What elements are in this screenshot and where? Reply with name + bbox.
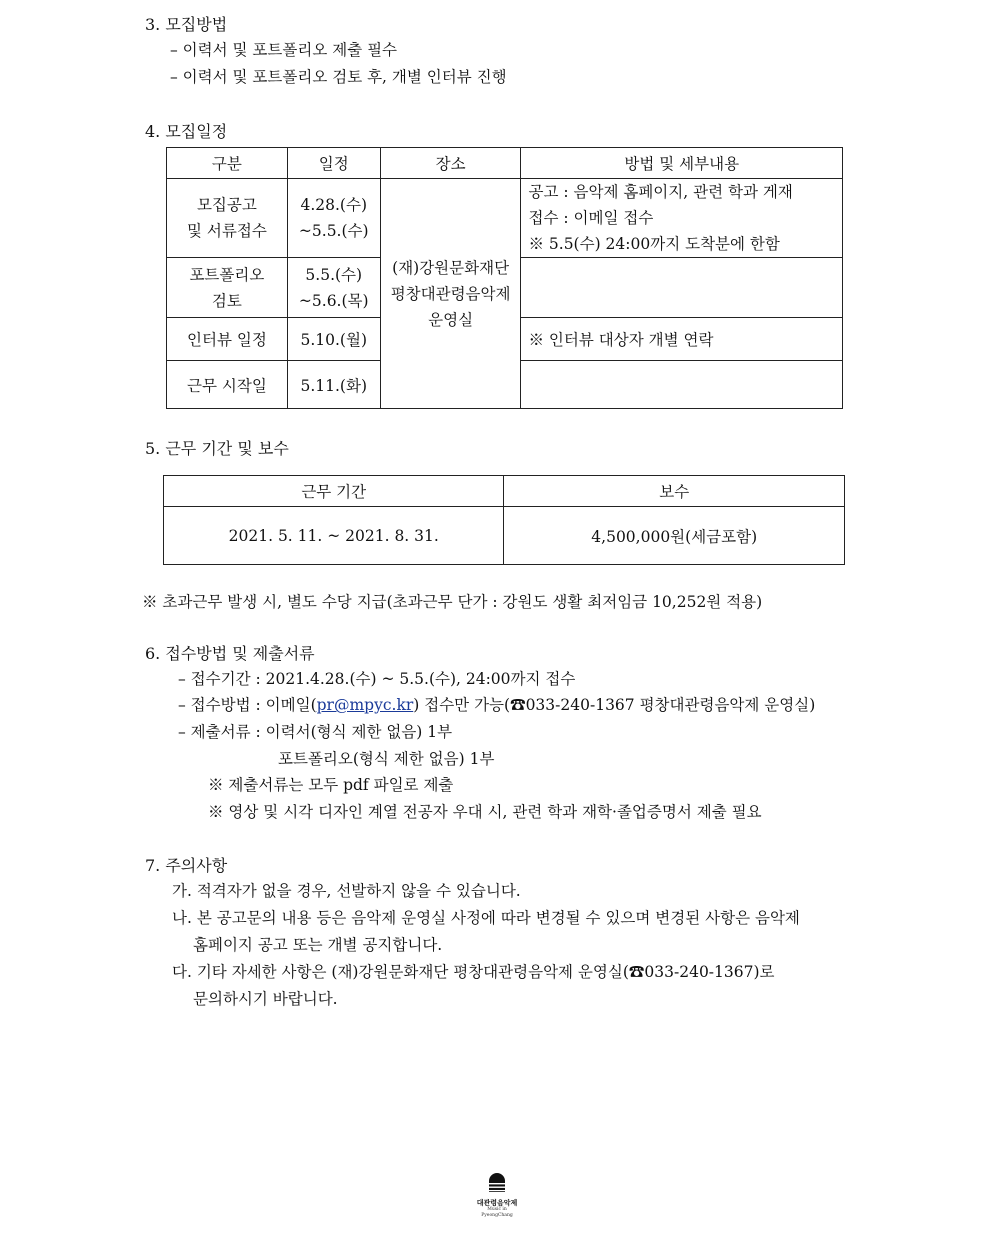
row4-category: 근무 시작일 <box>167 361 288 409</box>
caution-a: 가. 적격자가 없을 경우, 선발하지 않을 수 있습니다. <box>172 882 521 900</box>
pay-amount: 4,500,000원(세금포함) <box>504 507 845 565</box>
table-row <box>164 507 845 565</box>
festival-logo <box>475 1170 519 1219</box>
submit-docs-portfolio: 포트폴리오(형식 제한 없음) 1부 <box>278 750 495 768</box>
row2-category: 포트폴리오 검토 <box>167 258 288 318</box>
row3-category: 인터뷰 일정 <box>167 318 288 361</box>
logo-korean: 대관령음악제 <box>476 1198 518 1207</box>
table-row <box>167 179 843 258</box>
apply-period: – 접수기간 : 2021.4.28.(수) ~ 5.5.(수), 24:00까지 접수 <box>178 670 576 688</box>
section-5-heading: 5. 근무 기간 및 보수 <box>145 439 289 458</box>
row2-date: 5.5.(수) ~5.6.(목) <box>287 258 380 318</box>
header-category: 구분 <box>167 148 288 179</box>
schedule-table <box>166 147 843 409</box>
row1-category: 모집공고 및 서류접수 <box>167 179 288 258</box>
caution-c: 다. 기타 자세한 사항은 (재)강원문화재단 평창대관령음악제 운영실(☎033-240-1367)로 <box>172 963 775 981</box>
s3-item-2: – 이력서 및 포트폴리오 검토 후, 개별 인터뷰 진행 <box>170 68 507 86</box>
caution-b-cont: 홈페이지 공고 또는 개별 공지합니다. <box>193 936 443 954</box>
section-6-heading: 6. 접수방법 및 제출서류 <box>145 644 315 663</box>
pdf-note: ※ 제출서류는 모두 pdf 파일로 제출 <box>208 776 454 794</box>
section-3-heading: 3. 모집방법 <box>145 15 228 34</box>
header-pay: 보수 <box>504 476 845 507</box>
logo-mark-icon <box>484 1170 510 1194</box>
place-cell: (재)강원문화재단 평창대관령음악제 운영실 <box>380 179 521 409</box>
pay-table <box>163 475 845 565</box>
row4-date: 5.11.(화) <box>287 361 380 409</box>
submit-docs: – 제출서류 : 이력서(형식 제한 없음) 1부 <box>178 723 453 741</box>
s3-item-1: – 이력서 및 포트폴리오 제출 필수 <box>170 41 398 59</box>
row2-detail <box>521 258 843 318</box>
header-date: 일정 <box>287 148 380 179</box>
row1-date: 4.28.(수) ~5.5.(수) <box>287 179 380 258</box>
email-link[interactable]: pr@mpyc.kr <box>316 696 414 714</box>
pay-header-row <box>164 476 845 507</box>
caution-c-cont: 문의하시기 바랍니다. <box>193 990 338 1008</box>
section-4-heading: 4. 모집일정 <box>145 122 228 141</box>
major-note: ※ 영상 및 시각 디자인 계열 전공자 우대 시, 관련 학과 재학·졸업증명서 제출 필요 <box>208 803 762 821</box>
row4-detail <box>521 361 843 409</box>
section-7-heading: 7. 주의사항 <box>145 856 228 875</box>
header-place: 장소 <box>380 148 521 179</box>
caution-b: 나. 본 공고문의 내용 등은 음악제 운영실 사정에 따라 변경될 수 있으며 변경된 사항은 음악제 <box>172 909 800 927</box>
header-detail: 방법 및 세부내용 <box>521 148 843 179</box>
schedule-header-row <box>167 148 843 179</box>
work-period: 2021. 5. 11. ~ 2021. 8. 31. <box>164 507 504 565</box>
header-period: 근무 기간 <box>164 476 504 507</box>
row1-detail: 공고 : 음악제 홈페이지, 관련 학과 게재 접수 : 이메일 접수 ※ 5.5(수) 24:00까지 도착분에 한함 <box>521 179 843 258</box>
logo-english: Music in PyeongChang <box>481 1207 513 1218</box>
row3-detail: ※ 인터뷰 대상자 개별 연락 <box>521 318 843 361</box>
overtime-note: ※ 초과근무 발생 시, 별도 수당 지급(초과근무 단가 : 강원도 생활 최저임금 10,252원 적용) <box>142 593 763 611</box>
row3-date: 5.10.(월) <box>287 318 380 361</box>
apply-method: – 접수방법 : 이메일(pr@mpyc.kr) 접수만 가능(☎033-240-1367 평창대관령음악제 운영실) <box>178 696 816 714</box>
